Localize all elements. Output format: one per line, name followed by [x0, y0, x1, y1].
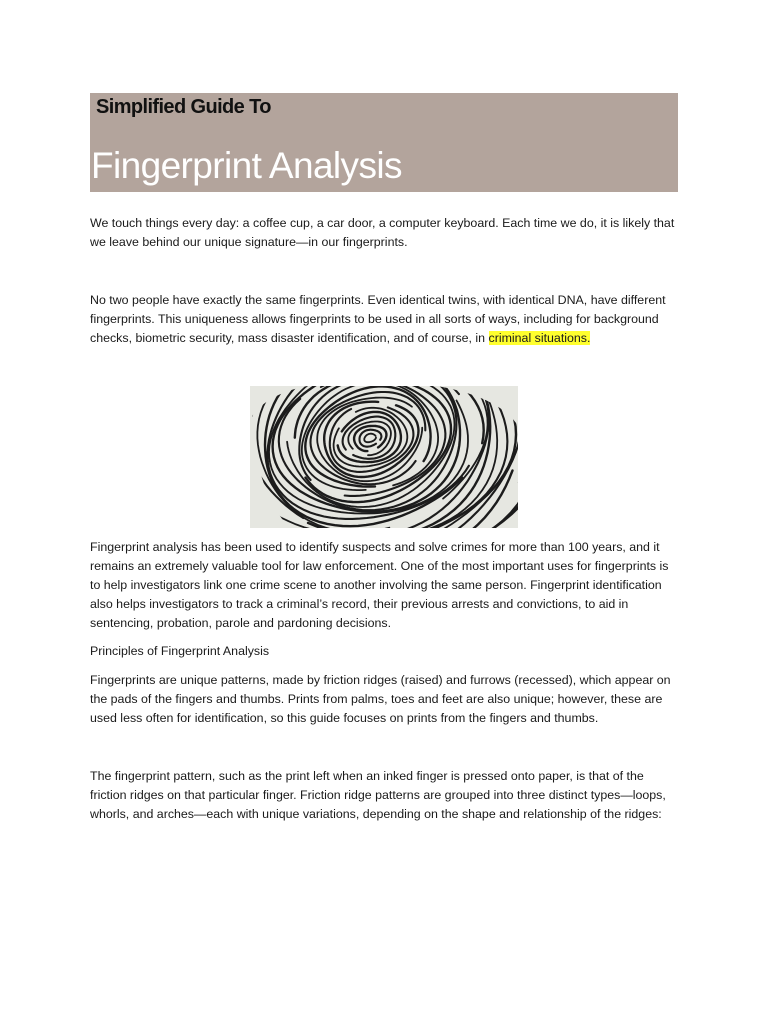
- history-paragraph: Fingerprint analysis has been used to identify suspects and solve crimes for more than 100 years, and it remains an extremely valuable tool for law enforcement. One of the most important uses for fingerprints is to help investigators link one crime scene to another involving the same person. Fingerprint identification also helps investigators to track a criminal’s record, their previous arrests and convictions, to aid in sentencing, probation, parole and pardoning decisions.: [90, 540, 669, 630]
- patterns-paragraph: The fingerprint pattern, such as the print left when an inked finger is pressed onto paper, is that of the friction ridges on that particular finger. Friction ridge patterns are grouped into three distinct types—loops, whorls, and arches—each with unique variations, depending on the shape and relationship of the ridges:: [90, 769, 666, 821]
- uniqueness-paragraph: [90, 291, 682, 348]
- uniqueness-text: No two people have exactly the same fingerprints. Even identical twins, with identical DNA, have different fingerprints. This uniqueness allows fingerprints to be used in all sorts of ways, including for background checks, biometric security, mass disaster identification, and of course, in: [90, 293, 666, 345]
- fingerprint-icon: [250, 386, 518, 528]
- intro-paragraph: We touch things every day: a coffee cup, a car door, a computer keyboard. Each time we do, it is likely that we leave behind our unique signature—in our fingerprints.: [90, 216, 675, 249]
- fingerprint-ridge: [360, 430, 382, 447]
- section-subheading: Principles of Fingerprint Analysis: [90, 644, 270, 658]
- page-title: Fingerprint Analysis: [91, 145, 402, 186]
- principles-paragraph: Fingerprints are unique patterns, made by friction ridges (raised) and furrows (recessed), which appear on the pads of the fingers and thumbs. Prints from palms, toes and feet are also unique; however, these are used less often for identification, so this guide focuses on prints from the fingers and thumbs.: [90, 673, 671, 725]
- highlighted-text: criminal situations.: [488, 331, 591, 345]
- fingerprint-ridge: [364, 434, 376, 443]
- fingerprint-image: [250, 386, 518, 528]
- guide-kicker: Simplified Guide To: [96, 96, 271, 118]
- title-banner: [90, 93, 678, 192]
